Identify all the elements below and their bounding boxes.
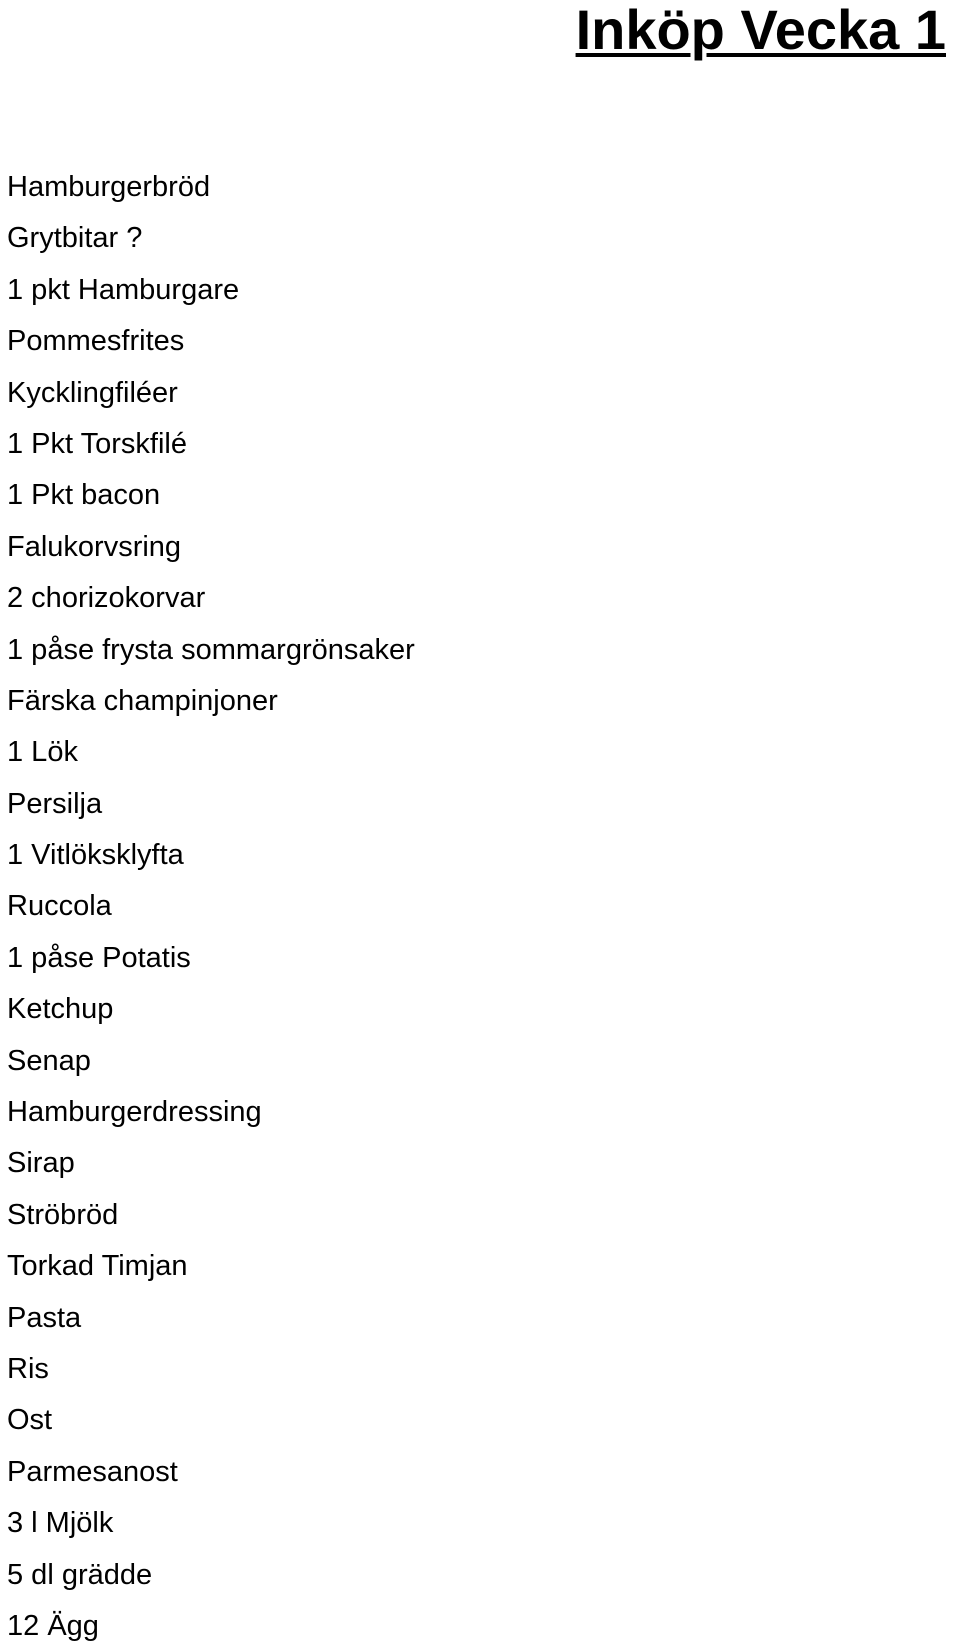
shopping-list (7, 162, 415, 1652)
list-item: Ströbröd (7, 1198, 119, 1231)
list-item: Ruccola (7, 890, 112, 923)
list-item: Ketchup (7, 993, 114, 1026)
list-item: Grytbitar ? (7, 222, 143, 255)
list-item: 3 l Mjölk (7, 1507, 114, 1540)
list-item: Senap (7, 1044, 91, 1077)
list-item: Hamburgerdressing (7, 1096, 262, 1129)
list-item: 1 Pkt bacon (7, 479, 161, 512)
list-item: Färska champinjoner (7, 684, 278, 717)
list-item: 1 pkt Hamburgare (7, 273, 240, 306)
list-item: Pommesfrites (7, 325, 185, 358)
list-item: 1 Vitlöksklyfta (7, 839, 184, 872)
list-item: 1 Lök (7, 736, 78, 769)
list-item: 1 påse frysta sommargrönsaker (7, 633, 415, 666)
list-item: Sirap (7, 1147, 75, 1180)
list-item: 2 chorizokorvar (7, 582, 206, 615)
list-item: Parmesanost (7, 1455, 178, 1488)
list-item: 1 påse Potatis (7, 941, 191, 974)
list-item: Torkad Timjan (7, 1250, 188, 1283)
list-item: Pasta (7, 1301, 82, 1334)
list-item: Ost (7, 1404, 53, 1437)
list-item: Ris (7, 1352, 49, 1385)
list-item: Hamburgerbröd (7, 171, 211, 203)
list-item: Persilja (7, 787, 103, 820)
list-item: Falukorvsring (7, 530, 182, 563)
list-item: Kycklingfiléer (7, 376, 178, 409)
list-item: 1 Pkt Torskfilé (7, 427, 187, 460)
list-item: 12 Ägg (7, 1609, 99, 1642)
list-item: 5 dl grädde (7, 1558, 153, 1591)
page-title: Inköp Vecka 1 (575, 0, 946, 61)
